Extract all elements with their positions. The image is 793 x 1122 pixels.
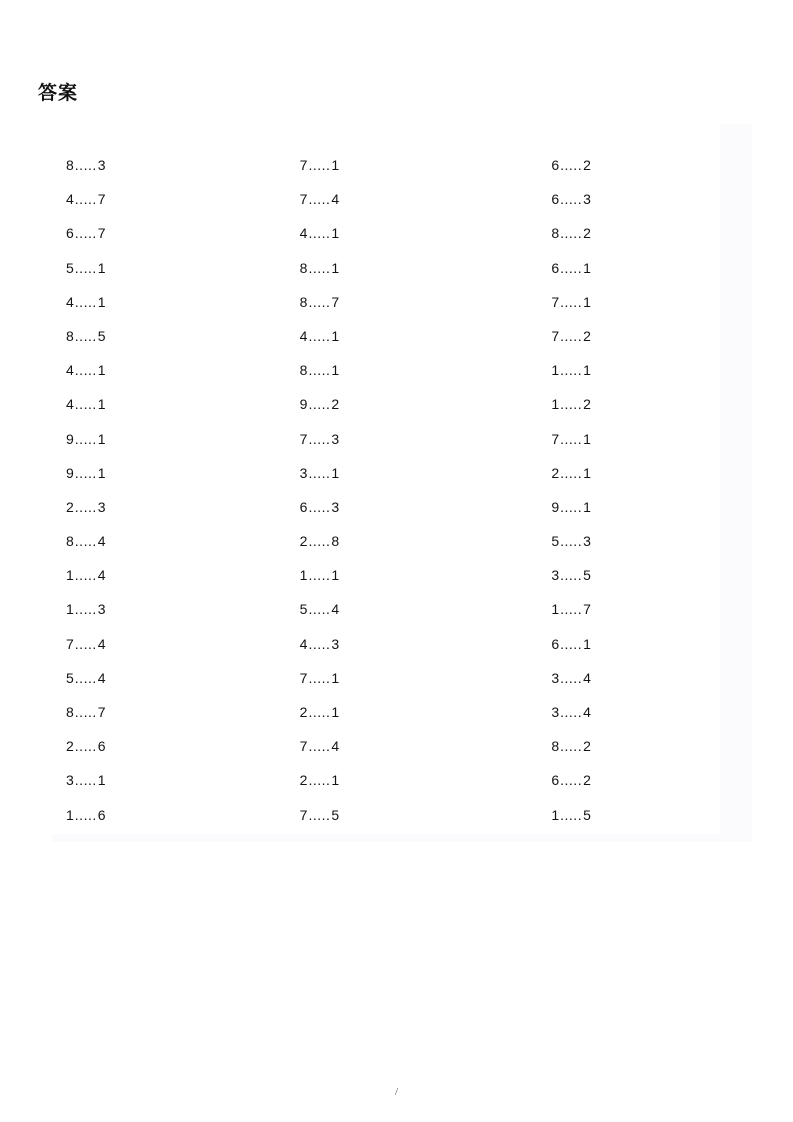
answer-right-value: 3 xyxy=(331,498,340,515)
answer-right-value: 1 xyxy=(97,259,106,276)
answer-separator-dots: ..... xyxy=(74,704,97,720)
answer-left-value: 3 xyxy=(551,704,560,720)
answer-right-value: 1 xyxy=(331,669,340,686)
answer-left-value: 6 xyxy=(66,225,74,242)
answer-left-value: 7 xyxy=(299,738,308,755)
answer-item xyxy=(551,216,752,250)
answer-right-value: 3 xyxy=(97,498,106,515)
answer-separator-dots: ..... xyxy=(560,567,583,584)
answer-item xyxy=(300,319,501,353)
answer-left-value: 7 xyxy=(299,806,308,823)
answer-item xyxy=(300,763,501,797)
answer-separator-dots: ..... xyxy=(560,396,583,413)
answer-separator-dots: ..... xyxy=(308,772,331,789)
answer-right-value: 4 xyxy=(331,191,340,208)
answer-separator-dots: ..... xyxy=(560,704,583,720)
answer-item xyxy=(551,182,752,216)
answer-separator-dots: ..... xyxy=(74,498,97,515)
answer-left-value: 4 xyxy=(66,293,74,310)
answer-separator-dots: ..... xyxy=(308,259,331,276)
answer-separator-dots: ..... xyxy=(308,327,331,344)
answer-right-value: 1 xyxy=(331,704,340,720)
answer-right-value: 4 xyxy=(97,635,106,652)
answer-key-panel xyxy=(52,124,752,842)
answer-left-value: 1 xyxy=(551,362,560,379)
answer-left-value: 6 xyxy=(551,191,560,208)
answer-right-value: 6 xyxy=(97,806,106,823)
answer-left-value: 6 xyxy=(551,772,560,789)
answer-item xyxy=(300,490,501,524)
answer-left-value: 8 xyxy=(66,157,74,173)
answer-separator-dots: ..... xyxy=(74,362,97,379)
answer-right-value: 1 xyxy=(331,327,340,344)
answer-item xyxy=(66,182,267,216)
answer-item xyxy=(300,251,501,285)
answer-right-value: 4 xyxy=(331,738,340,755)
answer-right-value: 1 xyxy=(331,259,340,276)
answer-separator-dots: ..... xyxy=(308,567,331,584)
answer-right-value: 1 xyxy=(97,772,106,789)
answer-separator-dots: ..... xyxy=(74,601,97,618)
answer-separator-dots: ..... xyxy=(74,225,97,242)
answer-right-value: 1 xyxy=(583,362,591,379)
answer-right-value: 2 xyxy=(583,157,591,173)
answer-left-value: 4 xyxy=(299,635,308,652)
answer-left-value: 6 xyxy=(551,259,560,276)
answer-item xyxy=(300,285,501,319)
answer-right-value: 2 xyxy=(583,772,591,789)
answer-separator-dots: ..... xyxy=(560,533,583,550)
answer-right-value: 1 xyxy=(331,225,340,242)
answer-right-value: 1 xyxy=(97,293,106,310)
answer-right-value: 7 xyxy=(331,293,340,310)
answer-right-value: 5 xyxy=(583,806,591,823)
answer-column xyxy=(52,148,267,842)
answer-left-value: 1 xyxy=(551,806,560,823)
answer-separator-dots: ..... xyxy=(74,259,97,276)
answer-right-value: 1 xyxy=(97,464,106,481)
answer-left-value: 8 xyxy=(551,225,560,242)
answer-separator-dots: ..... xyxy=(560,259,583,276)
answer-item xyxy=(66,319,267,353)
answer-left-value: 1 xyxy=(66,806,74,823)
answer-left-value: 5 xyxy=(551,533,560,550)
answer-item xyxy=(551,353,752,387)
answer-right-value: 1 xyxy=(97,396,106,413)
answer-left-value: 8 xyxy=(551,738,560,755)
answer-right-value: 7 xyxy=(97,704,106,720)
answer-right-value: 1 xyxy=(331,464,340,481)
answer-item xyxy=(551,456,752,490)
answer-right-value: 4 xyxy=(583,704,591,720)
answer-right-value: 3 xyxy=(331,635,340,652)
answer-left-value: 3 xyxy=(551,669,560,686)
answer-right-value: 3 xyxy=(583,191,591,208)
answer-left-value: 5 xyxy=(66,259,74,276)
answer-item xyxy=(551,148,752,182)
answer-left-value: 1 xyxy=(299,567,308,584)
answer-separator-dots: ..... xyxy=(560,772,583,789)
answer-separator-dots: ..... xyxy=(308,293,331,310)
answer-left-value: 7 xyxy=(299,157,308,173)
answer-left-value: 9 xyxy=(66,464,74,481)
answer-item xyxy=(551,763,752,797)
answer-separator-dots: ..... xyxy=(560,498,583,515)
answer-separator-dots: ..... xyxy=(560,669,583,686)
answer-separator-dots: ..... xyxy=(308,430,331,447)
answer-item xyxy=(66,524,267,558)
answer-separator-dots: ..... xyxy=(560,738,583,755)
answer-item xyxy=(66,763,267,797)
answer-separator-dots: ..... xyxy=(74,157,97,173)
answer-separator-dots: ..... xyxy=(560,327,583,344)
answer-right-value: 4 xyxy=(583,669,591,686)
answer-separator-dots: ..... xyxy=(560,191,583,208)
answer-item xyxy=(66,353,267,387)
answer-right-value: 6 xyxy=(97,738,106,755)
answer-left-value: 2 xyxy=(299,704,308,720)
answer-item xyxy=(66,558,267,592)
answer-separator-dots: ..... xyxy=(560,293,583,310)
answer-left-value: 7 xyxy=(551,293,560,310)
answer-right-value: 4 xyxy=(97,533,106,550)
answer-left-value: 8 xyxy=(299,362,308,379)
page-title: 答案 xyxy=(38,83,79,104)
answer-right-value: 2 xyxy=(331,396,340,413)
answer-separator-dots: ..... xyxy=(308,396,331,413)
answer-left-value: 5 xyxy=(66,669,74,686)
answer-left-value: 8 xyxy=(299,259,308,276)
answer-item xyxy=(66,798,267,832)
answer-right-value: 1 xyxy=(583,464,591,481)
answer-item xyxy=(66,592,267,626)
answer-separator-dots: ..... xyxy=(308,601,331,618)
answer-separator-dots: ..... xyxy=(74,567,97,584)
answer-item xyxy=(300,182,501,216)
answer-separator-dots: ..... xyxy=(308,464,331,481)
answer-left-value: 8 xyxy=(299,293,308,310)
answer-right-value: 1 xyxy=(583,293,591,310)
answer-left-value: 2 xyxy=(66,498,74,515)
answer-right-value: 5 xyxy=(583,567,591,584)
answer-item xyxy=(551,422,752,456)
answer-item xyxy=(551,285,752,319)
answer-item xyxy=(66,148,267,182)
answer-left-value: 2 xyxy=(299,533,308,550)
answer-left-value: 8 xyxy=(66,533,74,550)
answer-right-value: 3 xyxy=(97,157,106,173)
answer-item xyxy=(551,592,752,626)
answer-right-value: 1 xyxy=(331,567,340,584)
answer-separator-dots: ..... xyxy=(74,669,97,686)
answer-right-value: 2 xyxy=(583,396,591,413)
answer-left-value: 8 xyxy=(66,704,74,720)
answer-separator-dots: ..... xyxy=(74,293,97,310)
answer-separator-dots: ..... xyxy=(74,464,97,481)
answer-item xyxy=(66,285,267,319)
answer-right-value: 4 xyxy=(97,669,106,686)
answer-separator-dots: ..... xyxy=(308,533,331,550)
answer-separator-dots: ..... xyxy=(308,191,331,208)
answer-separator-dots: ..... xyxy=(560,430,583,447)
answer-item xyxy=(66,456,267,490)
answer-left-value: 5 xyxy=(299,601,308,618)
answer-right-value: 3 xyxy=(97,601,106,618)
answer-right-value: 1 xyxy=(331,772,340,789)
answer-left-value: 9 xyxy=(551,498,560,515)
answer-left-value: 9 xyxy=(66,430,74,447)
answer-right-value: 1 xyxy=(583,259,591,276)
answer-separator-dots: ..... xyxy=(560,225,583,242)
answer-item xyxy=(551,319,752,353)
answer-left-value: 4 xyxy=(299,327,308,344)
answer-right-value: 7 xyxy=(97,225,106,242)
answer-right-value: 2 xyxy=(583,327,591,344)
answer-left-value: 1 xyxy=(66,601,74,618)
answer-separator-dots: ..... xyxy=(308,704,331,720)
answer-left-value: 2 xyxy=(299,772,308,789)
answer-left-value: 6 xyxy=(551,635,560,652)
answer-right-value: 7 xyxy=(97,191,106,208)
answer-item xyxy=(300,524,501,558)
answer-left-value: 7 xyxy=(66,635,74,652)
answer-right-value: 1 xyxy=(97,362,106,379)
answer-item xyxy=(551,798,752,832)
answer-left-value: 7 xyxy=(299,191,308,208)
answer-separator-dots: ..... xyxy=(74,738,97,755)
answer-item xyxy=(551,558,752,592)
answer-item xyxy=(300,387,501,421)
answer-item xyxy=(551,387,752,421)
answer-separator-dots: ..... xyxy=(308,738,331,755)
answer-item xyxy=(551,490,752,524)
answer-separator-dots: ..... xyxy=(308,498,331,515)
answer-right-value: 1 xyxy=(583,430,591,447)
answer-left-value: 1 xyxy=(66,567,74,584)
answer-column xyxy=(500,148,752,842)
answer-separator-dots: ..... xyxy=(74,430,97,447)
answer-item xyxy=(300,216,501,250)
answer-item xyxy=(300,456,501,490)
answer-item xyxy=(551,695,752,729)
answer-separator-dots: ..... xyxy=(560,601,583,618)
answer-item xyxy=(66,695,267,729)
answer-separator-dots: ..... xyxy=(560,806,583,823)
answer-right-value: 2 xyxy=(583,738,591,755)
answer-separator-dots: ..... xyxy=(308,669,331,686)
answer-separator-dots: ..... xyxy=(74,635,97,652)
answer-separator-dots: ..... xyxy=(308,362,331,379)
answer-left-value: 7 xyxy=(299,430,308,447)
answer-left-value: 6 xyxy=(299,498,308,515)
answer-left-value: 7 xyxy=(551,327,560,344)
answer-item xyxy=(300,558,501,592)
answer-left-value: 4 xyxy=(299,225,308,242)
answer-separator-dots: ..... xyxy=(560,362,583,379)
answer-left-value: 2 xyxy=(66,738,74,755)
answer-left-value: 4 xyxy=(66,362,74,379)
answer-left-value: 7 xyxy=(299,669,308,686)
answer-right-value: 4 xyxy=(331,601,340,618)
answer-right-value: 1 xyxy=(583,498,591,515)
answer-right-value: 1 xyxy=(97,430,106,447)
answer-separator-dots: ..... xyxy=(308,157,331,173)
answer-left-value: 8 xyxy=(66,327,74,344)
answer-item xyxy=(66,729,267,763)
answer-right-value: 4 xyxy=(97,567,106,584)
answer-right-value: 5 xyxy=(97,327,106,344)
answer-right-value: 7 xyxy=(583,601,591,618)
answer-item xyxy=(551,729,752,763)
answer-item xyxy=(300,422,501,456)
answer-item xyxy=(66,387,267,421)
answer-right-value: 2 xyxy=(583,225,591,242)
answer-separator-dots: ..... xyxy=(74,327,97,344)
answer-separator-dots: ..... xyxy=(74,191,97,208)
answer-separator-dots: ..... xyxy=(74,396,97,413)
answer-separator-dots: ..... xyxy=(74,533,97,550)
answer-left-value: 4 xyxy=(66,396,74,413)
answer-item xyxy=(66,422,267,456)
answer-item xyxy=(66,490,267,524)
answer-item xyxy=(300,627,501,661)
answer-right-value: 8 xyxy=(331,533,340,550)
answer-separator-dots: ..... xyxy=(560,464,583,481)
answer-item xyxy=(300,148,501,182)
answer-column xyxy=(267,148,501,842)
answer-right-value: 1 xyxy=(331,157,340,173)
answer-right-value: 1 xyxy=(331,362,340,379)
answer-item xyxy=(66,251,267,285)
answer-separator-dots: ..... xyxy=(308,806,331,823)
answer-separator-dots: ..... xyxy=(308,635,331,652)
answer-separator-dots: ..... xyxy=(308,225,331,242)
answer-left-value: 4 xyxy=(66,191,74,208)
answer-item xyxy=(551,661,752,695)
answer-separator-dots: ..... xyxy=(74,806,97,823)
answer-item xyxy=(66,661,267,695)
answer-separator-dots: ..... xyxy=(74,772,97,789)
answer-left-value: 3 xyxy=(66,772,74,789)
answer-left-value: 1 xyxy=(551,396,560,413)
answer-left-value: 7 xyxy=(551,430,560,447)
answer-left-value: 9 xyxy=(299,396,308,413)
answer-right-value: 1 xyxy=(583,635,591,652)
answer-item xyxy=(300,798,501,832)
answer-item xyxy=(300,729,501,763)
answer-item xyxy=(66,627,267,661)
answer-left-value: 1 xyxy=(551,601,560,618)
answer-columns xyxy=(52,124,752,842)
answer-separator-dots: ..... xyxy=(560,635,583,652)
answer-left-value: 3 xyxy=(299,464,308,481)
answer-left-value: 6 xyxy=(551,157,560,173)
answer-left-value: 2 xyxy=(551,464,560,481)
answer-item xyxy=(300,592,501,626)
answer-item xyxy=(551,524,752,558)
answer-right-value: 3 xyxy=(583,533,591,550)
answer-item xyxy=(300,661,501,695)
answer-item xyxy=(551,251,752,285)
answer-right-value: 5 xyxy=(331,806,340,823)
answer-item xyxy=(66,216,267,250)
page-footer: / xyxy=(394,1086,399,1098)
answer-item xyxy=(551,627,752,661)
answer-right-value: 3 xyxy=(331,430,340,447)
answer-item xyxy=(300,353,501,387)
answer-separator-dots: ..... xyxy=(560,157,583,173)
answer-item xyxy=(300,695,501,729)
answer-left-value: 3 xyxy=(551,567,560,584)
